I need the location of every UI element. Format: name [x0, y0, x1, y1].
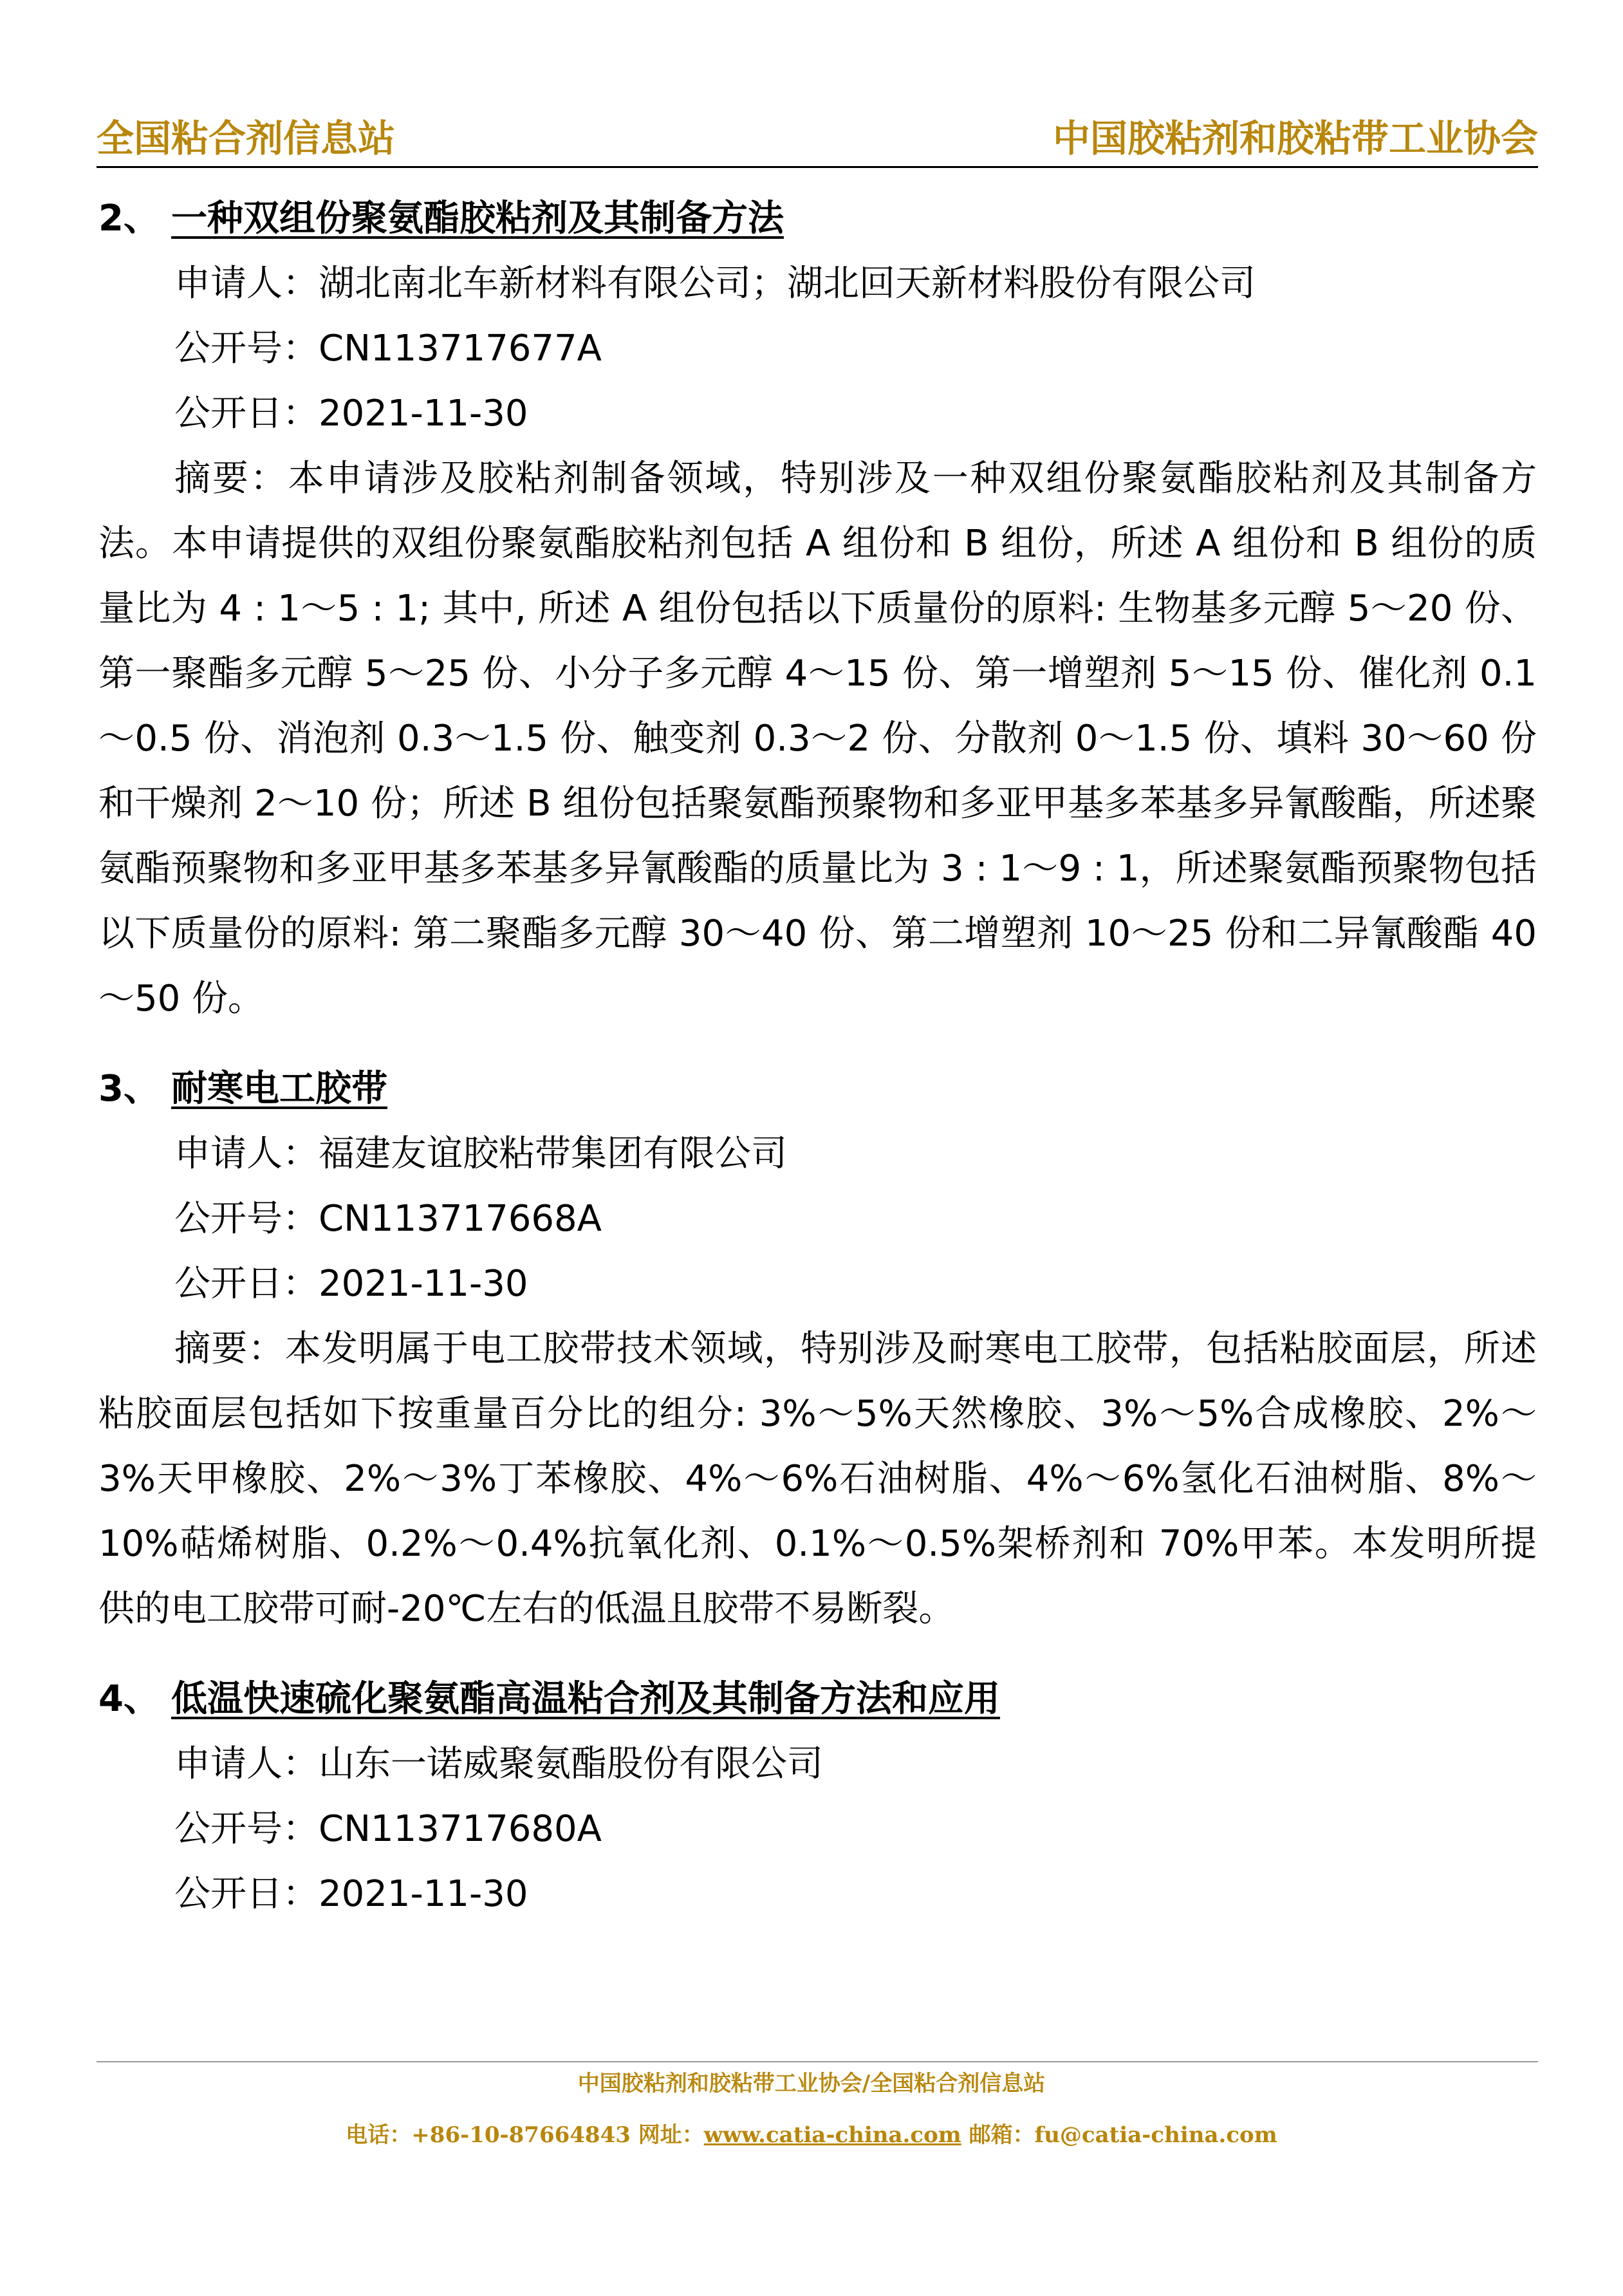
section-number: 3、 — [98, 1068, 160, 1110]
footer-divider — [97, 2061, 1538, 2062]
section-4 — [98, 1667, 1537, 1927]
header-right-title: 中国胶粘剂和胶粘带工业协会 — [1052, 117, 1538, 160]
footer-phone: 电话：+86-10-87664843 网址： — [346, 2122, 704, 2148]
section-3 — [98, 1057, 1537, 1641]
abstract: 摘要：本发明属于电工胶带技术领域，特别涉及耐寒电工胶带，包括粘胶面层，所述粘胶面层包括如下按重量百分比的组分: 3%～5%天然橡胶、3%～5%合成橡胶、2%～3%天甲橡胶、2%～3%丁苯橡胶、4%～6%石油树脂、4%～6%氢化石油树脂、8%～10%萜烯树脂、0.2%～0.4%抗氧化剂、0.1%～0.5%架桥剂和 70%甲苯。本发明所提供的电工胶带可耐-20℃左右的低温且胶带不易断裂。 — [98, 1328, 1537, 1630]
footer-contact — [0, 2119, 1623, 2151]
publication-date: 公开日：2021-11-30 — [174, 1873, 528, 1915]
section-title-text: 一种双组份聚氨酯胶粘剂及其制备方法 — [171, 198, 784, 239]
footer-website-link[interactable]: www.catia-china.com — [703, 2122, 961, 2148]
section-2 — [98, 187, 1537, 1031]
publication-date: 公开日：2021-11-30 — [174, 393, 528, 434]
section-number: 4、 — [98, 1678, 160, 1720]
page-header — [97, 115, 1538, 168]
footer-email: 邮箱：fu@catia-china.com — [961, 2122, 1277, 2148]
applicant: 申请人：山东一诺威聚氨酯股份有限公司 — [174, 1743, 823, 1785]
section-title — [98, 1057, 1537, 1121]
publication-number: 公开号：CN113717680A — [174, 1808, 602, 1850]
section-title-text: 耐寒电工胶带 — [171, 1068, 387, 1110]
footer-organization: 中国胶粘剂和胶粘带工业协会/全国粘合剂信息站 — [577, 2071, 1046, 2096]
publication-number: 公开号：CN113717668A — [174, 1198, 602, 1240]
publication-number: 公开号：CN113717677A — [174, 328, 602, 369]
section-title — [98, 1667, 1537, 1731]
header-left-title: 全国粘合剂信息站 — [97, 117, 396, 160]
applicant: 申请人：湖北南北车新材料有限公司；湖北回天新材料股份有限公司 — [174, 263, 1256, 304]
publication-date: 公开日：2021-11-30 — [174, 1263, 528, 1305]
abstract: 摘要：本申请涉及胶粘剂制备领域，特别涉及一种双组份聚氨酯胶粘剂及其制备方法。本申请提供的双组份聚氨酯胶粘剂包括 A 组份和 B 组份，所述 A 组份和 B 组份的质量比为 4 : 1～5 : 1; 其中, 所述 A 组份包括以下质量份的原料: 生物基多元醇 5～20 份、第一聚酯多元醇 5～25 份、小分子多元醇 4～15 份、第一增塑剂 5～15 份、催化剂 0.1～0.5 份、消泡剂 0.3～1.5 份、触变剂 0.3～2 份、分散剂 0～1.5 份、填料 30～60 份和干燥剂 2～10 份；所述 B 组份包括聚氨酯预聚物和多亚甲基多苯基多异氰酸酯，所述聚氨酯预聚物和多亚甲基多苯基多异氰酸酯的质量比为 3 : 1～9 : 1，所述聚氨酯预聚物包括以下质量份的原料: 第二聚酯多元醇 30～40 份、第二增塑剂 10～25 份和二异氰酸酯 40～50 份。 — [98, 458, 1537, 1020]
section-number: 2、 — [98, 198, 160, 239]
section-title — [98, 187, 1537, 251]
applicant: 申请人：福建友谊胶粘带集团有限公司 — [174, 1133, 787, 1175]
document-body — [98, 187, 1537, 1927]
section-title-text: 低温快速硫化聚氨酯高温粘合剂及其制备方法和应用 — [171, 1678, 1000, 1720]
